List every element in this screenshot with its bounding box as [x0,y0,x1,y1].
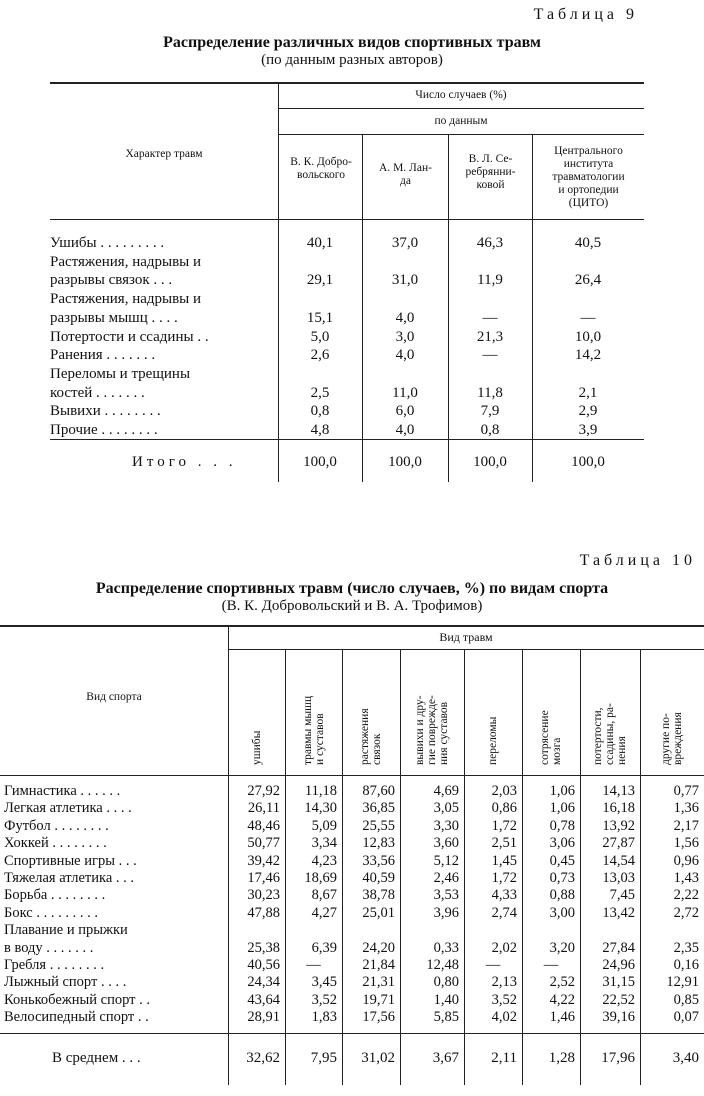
table9-label: Таблица 9 [533,6,638,23]
table10-cell: 2,22 [673,887,699,904]
table9-row-label: Вывихи . . . . . . . . [50,403,161,420]
table10-cell: — [306,957,321,973]
table10-row-label: Велосипедный спорт . . [4,1009,149,1026]
table10-cell: 3,05 [433,800,459,817]
table10-column-header: растяжения связок [359,708,383,765]
table10-row-label: Конькобежный спорт . . [4,991,150,1008]
table9-total-cell: 100,0 [303,454,337,470]
table10-cell: 3,96 [433,904,459,921]
table10-cell: 2,52 [549,974,575,991]
table9-header-rule [278,108,644,109]
table10-cell: 43,64 [247,991,280,1008]
table10-cell: 0,73 [549,870,575,886]
table10-column-header: сотрясение мозга [539,710,563,765]
table10-cell: 0,45 [549,852,575,869]
table10-average-cell: 3,40 [672,1050,699,1066]
table10-cell: 2,35 [673,939,699,956]
table9-cell: 14,2 [574,347,602,364]
table9-cell: 40,1 [306,235,334,251]
table9-row-label: Ранения . . . . . . . [50,347,156,364]
table10-cell: 30,23 [247,887,280,904]
table10-average-cell: 17,96 [601,1050,635,1066]
table9-top-rule [50,82,644,84]
table10-cell: 5,12 [433,852,459,869]
table10-cell: 5,85 [433,1009,459,1026]
table10-subtitle: (В. К. Добровольский и В. А. Трофимов) [221,598,483,614]
table9-row-label: костей . . . . . . . [50,384,145,401]
table10-cell: 1,43 [673,870,699,886]
table10-row-label: Лыжный спорт . . . . [4,974,127,991]
table9-cell: 37,0 [391,235,419,251]
table9-row-label: Растяжения, надрывы и [50,291,202,308]
table9-total-cell: 100,0 [388,454,422,470]
table10-cell: 2,17 [673,817,699,834]
table9-cell: 11,8 [477,384,503,401]
table9-cell: 40,5 [574,235,602,251]
table10-row-label: Плавание и прыжки [4,922,128,939]
table10-cell: 21,31 [362,974,395,991]
table10-header-type: Вид травм [439,630,493,644]
table9-author-1: В. К. Добро- вольского [290,156,352,181]
table10-cell: 13,42 [602,904,635,921]
table10-cell: 1,56 [673,835,699,852]
table10-cell: 1,83 [311,1009,337,1026]
table10-column-header: потертости, ссадины, ра- нения [592,703,628,765]
table9-cell: 21,3 [476,328,504,345]
table10-cell: 3,20 [549,939,575,956]
table10-average-cell: 31,02 [361,1050,395,1066]
table10-cell: 16,18 [602,800,635,817]
table10-column-header: переломы [487,716,499,765]
table10-cell: 3,34 [311,835,337,852]
table9-total-cell: 100,0 [473,454,507,470]
table10-cell: 2,72 [673,904,699,921]
table9-cell: 2,9 [578,403,598,420]
table9-cell: — [482,309,498,326]
table10-average-cell: 2,11 [491,1050,517,1066]
table10-cell: 25,38 [247,939,280,956]
table9-cell: 11,9 [477,272,503,289]
table9-cell: 46,3 [476,235,504,251]
table10-label: Таблица 10 [579,552,696,569]
table10-cell: 27,92 [247,783,280,799]
table10-cell: 1,40 [433,991,459,1008]
table10-column-header: травмы мышц и суставов [301,695,326,765]
table10-cell: 3,06 [549,835,575,852]
table10-cell: 11,18 [304,783,337,799]
table10-cell: 17,56 [362,1009,395,1026]
table9-row-label: разрывы мышц . . . . [50,309,178,326]
table10-cell: 2,74 [491,904,517,921]
table10-cell: 39,42 [247,852,280,869]
table10-cell: 0,85 [673,991,699,1008]
table10-cell: 26,11 [247,800,280,817]
table10-cell: 1,72 [491,870,517,886]
table10-title: Распределение спортивных травм (число случаев, %) по видам спорта [95,580,609,597]
table10-cell: 0,16 [673,957,699,973]
table10-cell: 18,69 [304,870,337,886]
table9-row-label: Потертости и ссадины . . [50,328,209,345]
table10-column-header: вывихи и дру- гие поврежде- ния суставов [414,695,450,765]
table10-cell: 2,46 [433,870,459,886]
table9-cell: 0,8 [310,403,330,420]
table9-row-label: Переломы и трещины [50,365,191,382]
table10-cell: 4,02 [491,1009,517,1026]
table9-cell: 4,8 [310,422,330,438]
table10-cell: 47,88 [247,904,280,921]
table10-cell: 1,36 [673,800,699,817]
table10-cell: 33,56 [362,852,395,869]
table9-header-rule-2 [278,134,644,135]
table10-cell: 0,78 [549,817,575,834]
table10-cell: 48,46 [247,817,280,834]
table10-cell: 31,15 [602,974,635,991]
table10-cell: 0,86 [491,800,517,817]
table10-cell: 7,45 [609,887,635,904]
table9-cell: 10,0 [574,328,602,345]
table10-cell: 22,52 [602,991,635,1008]
table10-row-label: Легкая атлетика . . . . [4,800,132,817]
table10-cell: 27,84 [602,939,635,956]
table10-cell: 0,33 [433,939,459,956]
table10-cell: 87,60 [362,783,395,799]
table10-cell: 12,48 [426,957,459,973]
table10 [0,625,704,1085]
table10-cell: 14,54 [602,852,635,869]
table9-row-label: Растяжения, надрывы и [50,253,202,270]
table9-cell: 3,0 [395,328,415,345]
table10-column-header: другие по- вреждения [660,712,684,765]
table9-header-cases: Число случаев (%) [415,89,507,101]
table10-cell: 12,83 [362,835,395,852]
table10-top-rule [0,625,704,627]
table10-cell: 24,34 [247,974,280,991]
table10-cell: 1,46 [549,1009,575,1026]
table9-cell: 31,0 [391,272,419,289]
table10-cell: — [543,957,559,973]
table10-cell: 14,13 [602,783,635,799]
table9-cell: 7,9 [480,403,500,420]
table10-cell: 24,96 [602,957,635,973]
table10-cell: — [485,957,501,973]
table9-cell: 15,1 [306,309,334,326]
table10-cell: 25,55 [362,817,395,834]
table9-total-cell: 100,0 [571,454,605,470]
table9-cell: — [482,347,498,364]
table10-cell: 3,00 [549,904,575,921]
table10-row-label: в воду . . . . . . . [4,939,94,956]
table9-author-4: Центрального института травматологии и ортопедии (ЦИТО) [552,145,625,209]
table10-cell: 27,87 [602,835,635,852]
table10-row-label: Бокс . . . . . . . . . [4,904,98,921]
table9-cell: 2,5 [310,384,330,401]
table10-cell: 0,96 [673,852,699,869]
table10-row-label: Спортивные игры . . . [4,852,137,869]
table9-cell: 6,0 [395,403,415,420]
table10-cell: 0,77 [673,783,699,799]
table10-average-cell: 1,28 [548,1050,575,1066]
table10-cell: 1,45 [491,852,517,869]
table10-cell: 3,30 [433,817,459,834]
table10-cell: 40,56 [247,957,280,973]
table9-row-label: Ушибы . . . . . . . . . [50,235,165,251]
table10-cell: 3,45 [311,974,337,991]
table10-cell: 3,53 [433,887,459,904]
table10-cell: 3,52 [311,991,337,1008]
table9 [50,82,644,482]
table10-cell: 4,33 [491,887,517,904]
table9-total-label: Итого . . . [132,454,237,470]
table10-cell: 50,77 [247,835,280,852]
table10-cell: 2,02 [491,939,517,956]
table9-cell: 4,0 [395,422,415,438]
table10-average-rule [0,1033,704,1034]
table10-cell: 2,13 [491,974,517,991]
table10-cell: 13,03 [602,870,635,886]
table10-row-label: Тяжелая атлетика . . . [4,870,135,886]
table10-header-row: Вид спорта [86,691,142,703]
table10-row-label: Футбол . . . . . . . . [4,817,109,834]
table10-cell: 4,22 [549,991,575,1008]
table10-cell: 4,69 [433,783,459,799]
table10-cell: 17,46 [247,870,280,886]
table10-cell: 24,20 [362,939,395,956]
table9-cell: 2,1 [578,384,598,401]
table10-cell: 1,06 [549,783,575,799]
table9-header-bottom-rule [50,219,644,220]
table10-cell: 6,39 [311,939,337,956]
table10-cell: 2,51 [491,835,517,852]
table9-cell: 5,0 [310,328,330,345]
table10-cell: 13,92 [602,817,635,834]
table10-cell: 28,91 [247,1009,280,1026]
table10-row-label: Борьба . . . . . . . . [4,887,106,904]
table10-average-cell: 7,95 [310,1050,337,1066]
table10-cell: 36,85 [362,800,395,817]
table10-column-header: ушибы [250,730,263,765]
table9-cell: 3,9 [578,422,598,438]
table10-average-cell: 32,62 [246,1050,280,1066]
table10-average-label: В среднем . . . [52,1050,141,1066]
table10-cell: 39,16 [602,1009,635,1026]
table9-cell: 4,0 [395,309,415,326]
table9-author-2: А. М. Лан- да [379,162,432,187]
table9-total-rule [50,439,644,440]
table9-cell: 11,0 [392,384,418,401]
table10-cell: 21,84 [362,957,395,973]
table10-cell: 1,72 [491,817,517,834]
table10-cell: 2,03 [491,783,517,799]
table10-cell: 0,80 [433,974,459,991]
table9-title: Распределение различных видов спортивных травм [163,34,541,51]
table10-header-bottom-rule [0,775,704,776]
table10-cell: 40,59 [362,870,395,886]
table9-header-row: Характер травм [125,148,203,160]
table9-cell: 4,0 [395,347,415,364]
table10-cell: 1,06 [549,800,575,817]
table10-row-label: Хоккей . . . . . . . . [4,835,107,852]
table10-cell: 4,23 [311,852,337,869]
table9-cell: 0,8 [480,422,500,438]
table9-author-3: В. Л. Се- ребрянни- ковой [465,153,516,191]
table10-cell: 38,78 [362,887,395,904]
table9-row-label: разрывы связок . . . [50,272,173,289]
table9-header-by: по данным [434,115,488,127]
table10-row-label: Гимнастика . . . . . . [4,783,121,799]
table10-cell: 3,60 [433,835,459,852]
table9-cell: 29,1 [306,272,334,289]
table10-cell: 0,88 [549,887,575,904]
table10-cell: 19,71 [362,991,395,1008]
table10-average-cell: 3,67 [432,1050,459,1066]
table9-subtitle: (по данным разных авторов) [261,52,443,68]
table9-row-label: Прочие . . . . . . . . [50,422,158,438]
table10-cell: 25,01 [362,904,395,921]
table10-cell: 3,52 [491,991,517,1008]
table10-cell: 14,30 [304,800,337,817]
table10-cell: 0,07 [673,1009,699,1026]
table10-row-label: Гребля . . . . . . . . [4,957,105,973]
table9-cell: 26,4 [574,272,602,289]
table10-cell: 12,91 [666,974,699,991]
table10-cell: 5,09 [311,817,337,834]
table10-cell: 4,27 [311,904,337,921]
table9-cell: 2,6 [310,347,330,364]
table10-cell: 8,67 [311,887,337,904]
table10-header-rule [228,649,704,650]
table9-cell: — [580,309,596,326]
